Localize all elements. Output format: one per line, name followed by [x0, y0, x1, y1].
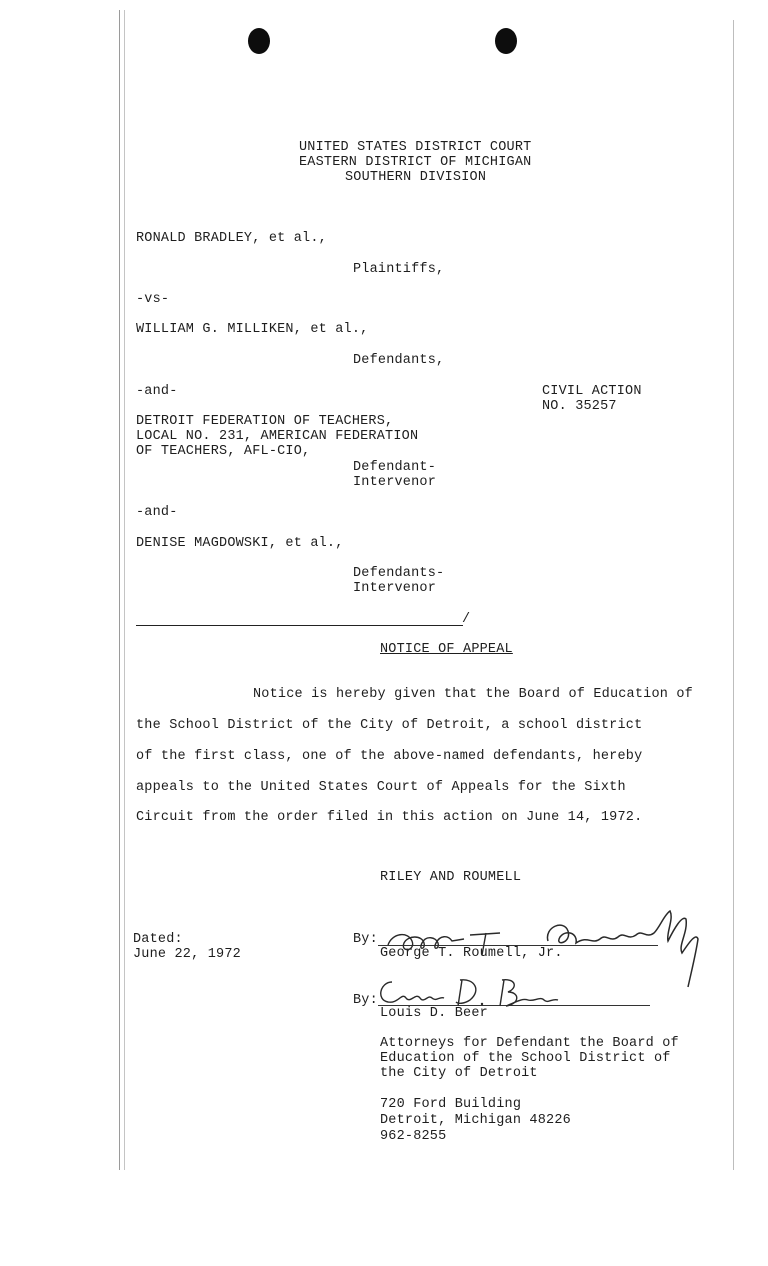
versus-label: -vs-	[136, 292, 170, 307]
intervenor2-role-line2: Intervenor	[353, 581, 437, 596]
signer-1-name: George T. Roumell, Jr.	[380, 946, 563, 961]
intervenor1-line1: DETROIT FEDERATION OF TEACHERS,	[136, 414, 394, 429]
notice-line-2: the School District of the City of Detroit, a school district	[136, 718, 643, 733]
notice-line-5: Circuit from the order filed in this action on June 14, 1972.	[136, 810, 643, 825]
attorneys-line-3: the City of Detroit	[380, 1066, 538, 1081]
intervenor1-line3: OF TEACHERS, AFL-CIO,	[136, 444, 311, 459]
notice-title: NOTICE OF APPEAL	[380, 642, 513, 657]
intervenor2-name: DENISE MAGDOWSKI, et al.,	[136, 536, 344, 551]
intervenor1-role-line1: Defendant-	[353, 460, 437, 475]
court-division: SOUTHERN DIVISION	[345, 170, 487, 185]
signer-2-name: Louis D. Beer	[380, 1006, 488, 1021]
civil-action-number: NO. 35257	[542, 399, 617, 414]
law-firm-name: RILEY AND ROUMELL	[380, 870, 522, 885]
by-label-1: By:	[353, 932, 378, 947]
notice-line-3: of the first class, one of the above-named defendants, hereby	[136, 749, 643, 764]
signature-beer	[370, 970, 570, 1015]
intervenor1-role-line2: Intervenor	[353, 475, 437, 490]
address-line-1: 720 Ford Building	[380, 1097, 522, 1112]
phone-number: 962-8255	[380, 1129, 447, 1144]
plaintiff-name: RONALD BRADLEY, et al.,	[136, 231, 327, 246]
attorneys-line-2: Education of the School District of	[380, 1051, 671, 1066]
left-margin-line-2	[124, 10, 125, 1170]
punch-hole-left	[248, 28, 270, 54]
punch-hole-right	[495, 28, 517, 54]
dated-value: June 22, 1972	[133, 947, 241, 962]
caption-rule	[136, 625, 463, 626]
dated-label: Dated:	[133, 932, 183, 947]
address-line-2: Detroit, Michigan 48226	[380, 1113, 571, 1128]
defendant-name: WILLIAM G. MILLIKEN, et al.,	[136, 322, 369, 337]
plaintiff-role: Plaintiffs,	[353, 262, 445, 277]
intervenor2-role-line1: Defendants-	[353, 566, 445, 581]
civil-action-label: CIVIL ACTION	[542, 384, 642, 399]
attorneys-line-1: Attorneys for Defendant the Board of	[380, 1036, 679, 1051]
and-label-2: -and-	[136, 505, 178, 520]
defendant-role: Defendants,	[353, 353, 445, 368]
notice-line-1: Notice is hereby given that the Board of Education of	[253, 687, 693, 702]
right-margin-line	[733, 20, 734, 1170]
by-label-2: By:	[353, 993, 378, 1008]
caption-slash: /	[462, 612, 471, 627]
and-label-1: -and-	[136, 384, 178, 399]
intervenor1-line2: LOCAL NO. 231, AMERICAN FEDERATION	[136, 429, 419, 444]
court-district: EASTERN DISTRICT OF MICHIGAN	[299, 155, 532, 170]
notice-line-4: appeals to the United States Court of Appeals for the Sixth	[136, 780, 626, 795]
left-margin-line	[119, 10, 120, 1170]
court-name: UNITED STATES DISTRICT COURT	[299, 140, 532, 155]
